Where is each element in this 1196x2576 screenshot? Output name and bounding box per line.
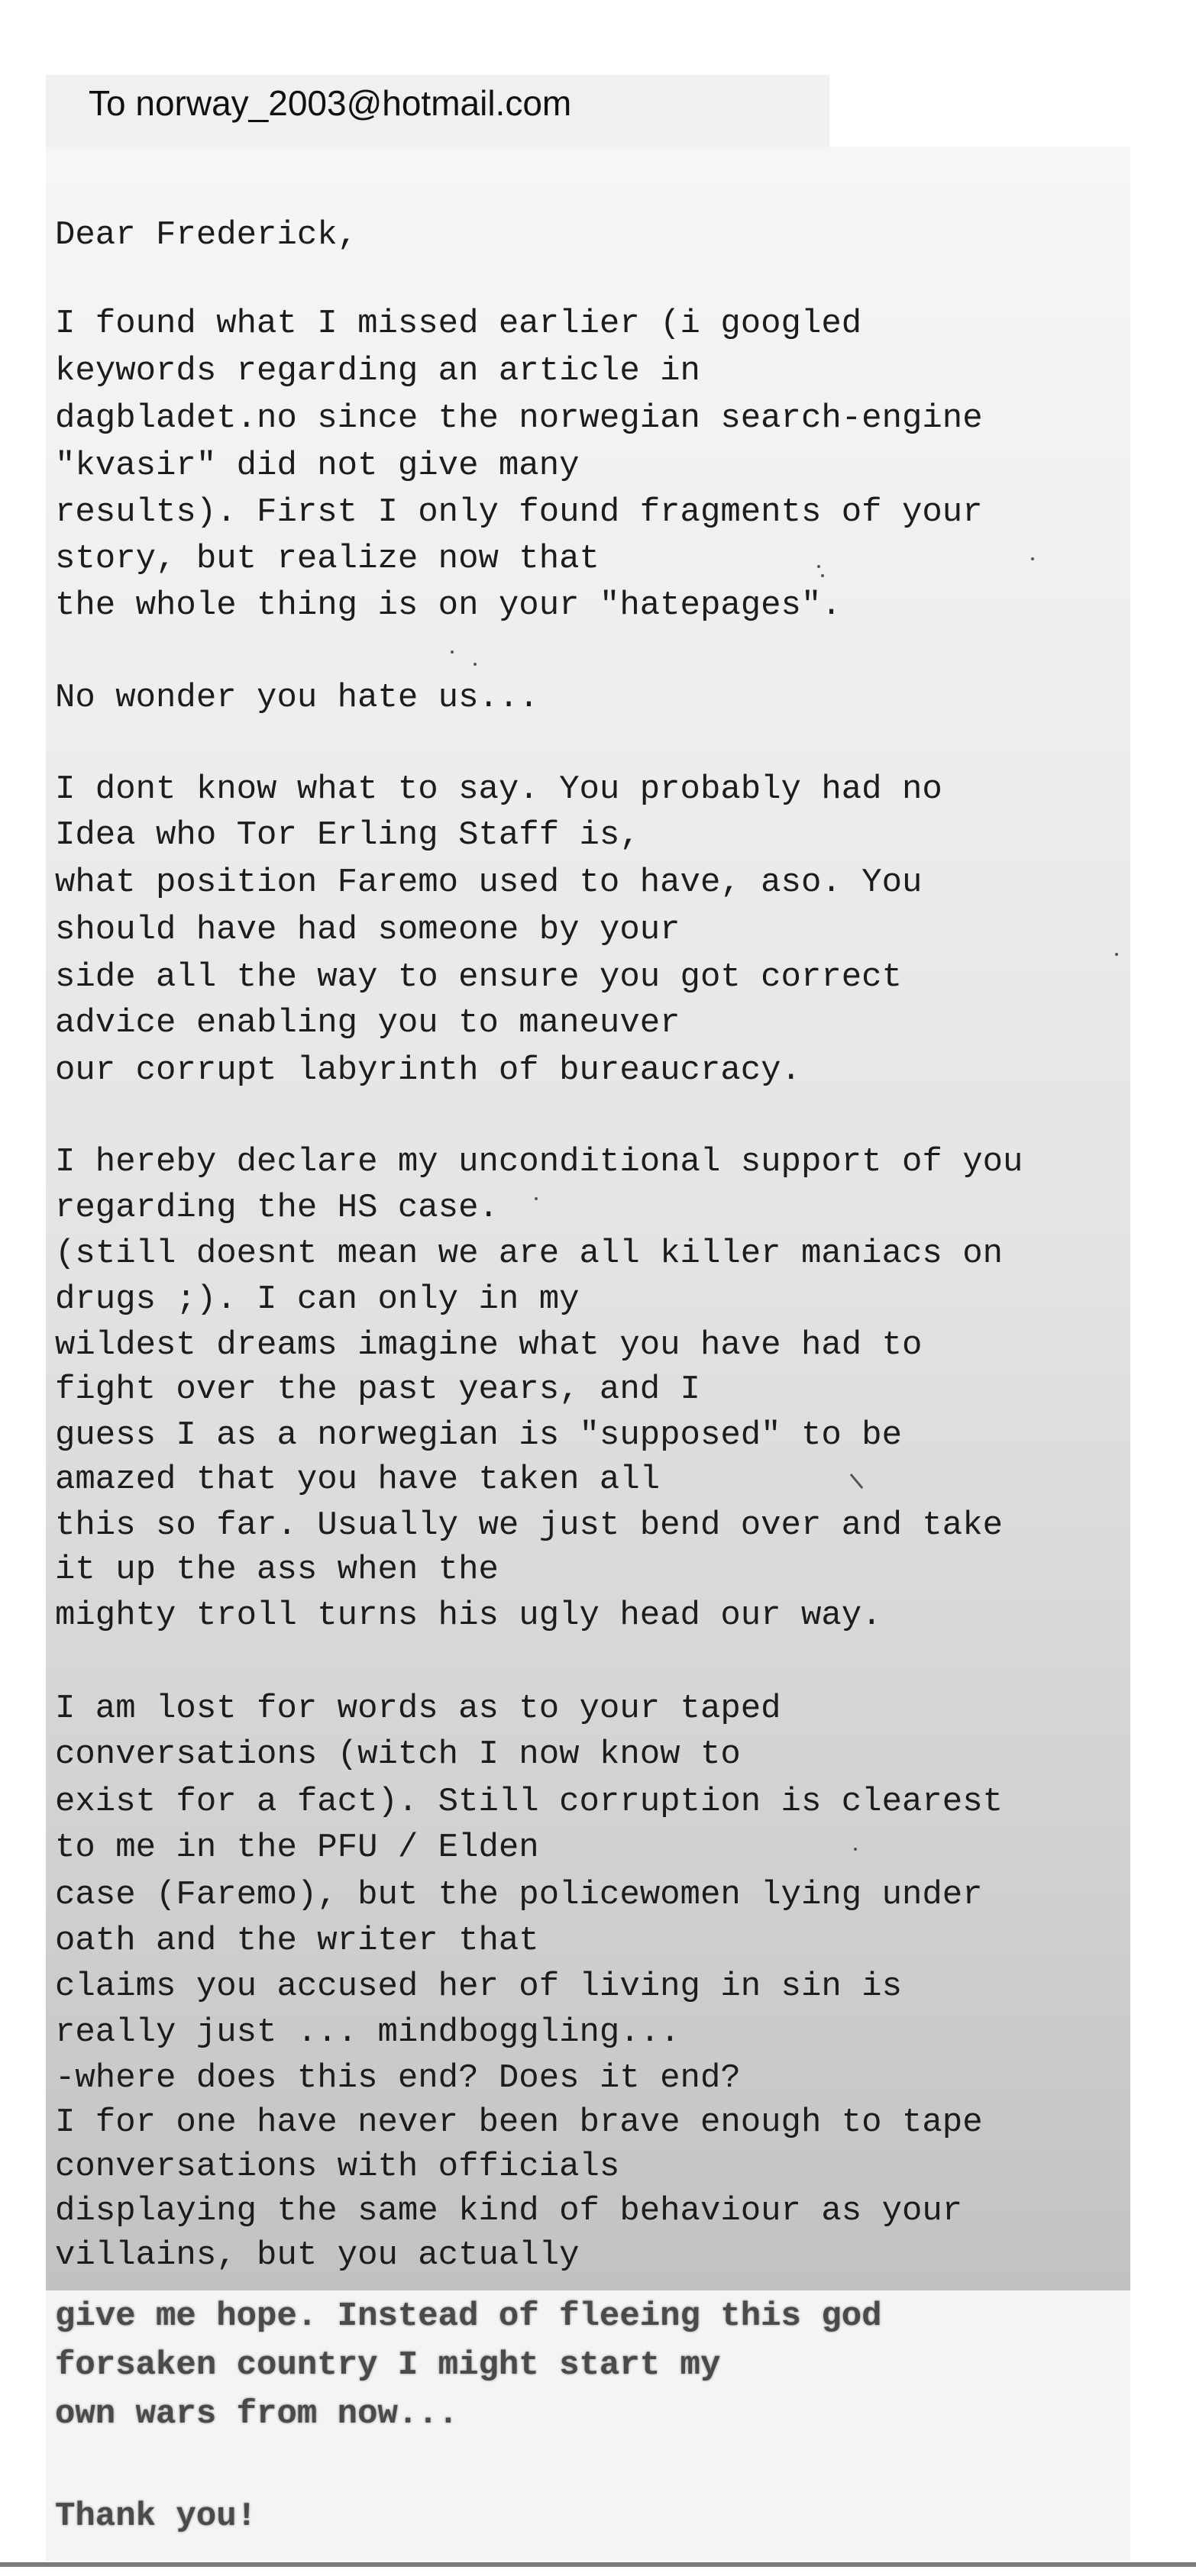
letter-line: oath and the writer that <box>55 1922 539 1960</box>
letter-line: regarding the HS case. <box>55 1189 499 1227</box>
letter-line: displaying the same kind of behaviour as your <box>55 2192 963 2230</box>
letter-line: conversations with officials <box>55 2148 620 2186</box>
letter-line: I dont know what to say. You probably had no <box>55 770 942 809</box>
letter-line: this so far. Usually we just bend over and take <box>55 1506 1004 1545</box>
letter-line: case (Faremo), but the policewomen lying under <box>55 1876 983 1914</box>
letter-line: -where does this end? Does it end? <box>55 2059 741 2097</box>
greeting: Dear Frederick, <box>55 216 358 254</box>
letter-line: the whole thing is on your "hatepages". <box>55 586 842 625</box>
letter-line: villains, but you actually <box>55 2236 580 2274</box>
letter-line: I found what I missed earlier (i googled <box>55 305 862 343</box>
letter-line: what position Faremo used to have, aso. You <box>55 864 923 902</box>
recipient-line: To norway_2003@hotmail.com <box>89 83 572 123</box>
closing-line: Thank you! <box>55 2497 257 2536</box>
letter-line: our corrupt labyrinth of bureaucracy. <box>55 1051 801 1089</box>
letter-line: dagbladet.no since the norwegian search-engine <box>55 399 983 437</box>
letter-line-blurred: forsaken country I might start my <box>55 2346 721 2384</box>
letter-line: keywords regarding an article in <box>55 352 700 390</box>
letter-line-blurred: own wars from now... <box>55 2395 459 2433</box>
letter-line: exist for a fact). Still corruption is clearest <box>55 1783 1004 1821</box>
letter-line: claims you accused her of living in sin is <box>55 1968 902 2006</box>
letter-line: fight over the past years, and I <box>55 1370 700 1409</box>
letter-line: side all the way to ensure you got correct <box>55 958 902 996</box>
letter-line: "kvasir" did not give many <box>55 447 580 485</box>
letter-line: drugs ;). I can only in my <box>55 1280 580 1319</box>
letter-line: it up the ass when the <box>55 1551 499 1589</box>
letter-line: should have had someone by your <box>55 911 680 949</box>
letter-line: amazed that you have taken all <box>55 1461 661 1499</box>
letter-line: advice enabling you to maneuver <box>55 1004 680 1042</box>
letter-line: wildest dreams imagine what you have had to <box>55 1326 923 1364</box>
letter-line: I for one have never been brave enough to tape <box>55 2103 983 2142</box>
letter-line: really just ... mindboggling... <box>55 2013 680 2051</box>
letter-line: (still doesnt mean we are all killer maniacs on <box>55 1235 1004 1273</box>
letter-line: story, but realize now that <box>55 540 600 578</box>
letter-line: conversations (witch I now know to <box>55 1735 741 1774</box>
scan-edge-rule <box>0 2562 1196 2567</box>
letter-line: No wonder you hate us... <box>55 679 539 717</box>
letter-line: to me in the PFU / Elden <box>55 1829 539 1867</box>
letter-line: Idea who Tor Erling Staff is, <box>55 816 640 854</box>
letter-line: guess I as a norwegian is "supposed" to be <box>55 1416 902 1454</box>
letter-line-blurred: give me hope. Instead of fleeing this god <box>55 2297 882 2336</box>
letter-line: I hereby declare my unconditional support of you <box>55 1143 1023 1181</box>
letter-line: mighty troll turns his ugly head our way. <box>55 1596 882 1635</box>
letter-line: I am lost for words as to your taped <box>55 1690 781 1728</box>
letter-line: results). First I only found fragments of your <box>55 493 983 531</box>
